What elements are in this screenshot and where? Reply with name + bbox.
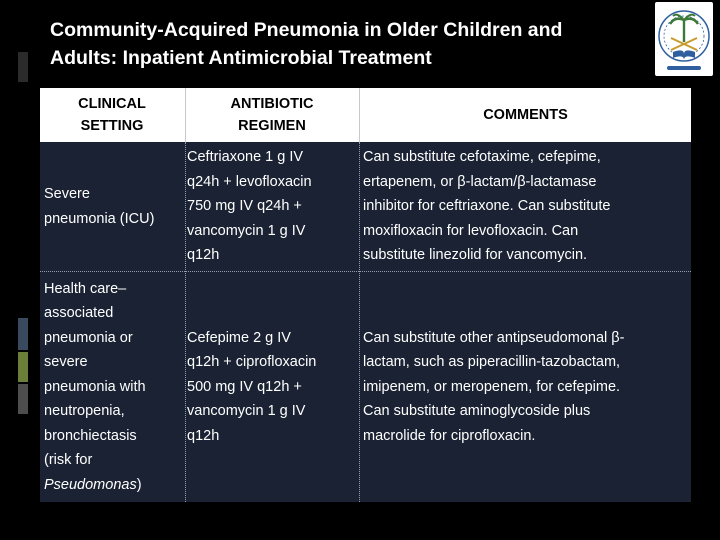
cell-line: 750 mg IV q24h +: [187, 198, 302, 215]
header-text: SETTING: [80, 118, 144, 134]
cell-line: neutropenia,: [44, 403, 125, 420]
cell-line: Can substitute aminoglycoside plus: [363, 403, 591, 420]
cell-line: Cefepime 2 g IV: [187, 329, 291, 346]
cell-line: bronchiectasis: [44, 427, 137, 444]
column-divider: [185, 142, 186, 502]
table-header-row: [40, 88, 691, 142]
cell-line-suffix: ): [136, 476, 142, 493]
university-crest-icon: [655, 2, 713, 76]
header-text: COMMENTS: [483, 107, 568, 123]
accent-bar: [18, 352, 28, 382]
slide-title-line: Adults: Inpatient Antimicrobial Treatment: [50, 47, 432, 69]
header-text: CLINICAL: [78, 96, 146, 112]
cell-line: Health care–: [44, 280, 127, 297]
cell-line: pneumonia with: [44, 378, 146, 395]
column-divider: [185, 88, 186, 142]
cell-line: q12h + ciprofloxacin: [187, 354, 317, 371]
cell-line: vancomycin 1 g IV: [187, 222, 306, 239]
cell-line: [44, 473, 184, 498]
cell-line: moxifloxacin for levofloxacin. Can: [363, 222, 579, 239]
cell-line: 500 mg IV q12h +: [187, 378, 302, 395]
cell-line: pneumonia or: [44, 329, 133, 346]
cell-line: q12h: [187, 247, 220, 264]
cell-line: severe: [44, 354, 88, 371]
cell-line: Severe: [44, 186, 90, 202]
cell-line: substitute linezolid for vancomycin.: [363, 247, 588, 264]
table-cell-clinical-setting: [44, 142, 184, 271]
cell-line: inhibitor for ceftriaxone. Can substitute: [363, 198, 611, 215]
accent-bar: [18, 384, 28, 414]
header-antibiotic-regimen: [186, 88, 358, 142]
table-cell-comments: [363, 142, 689, 271]
cell-line: pneumonia (ICU): [44, 210, 155, 227]
accent-bar: [18, 318, 28, 350]
table-cell-antibiotic-regimen: [187, 142, 357, 271]
table-cell-antibiotic-regimen: [187, 272, 357, 502]
cell-line: ertapenem, or β-lactam/β-lactamase: [363, 173, 597, 190]
cell-line: lactam, such as piperacillin-tazobactam,: [363, 354, 621, 371]
table-cell-clinical-setting: [44, 272, 184, 502]
cell-line: vancomycin 1 g IV: [187, 403, 306, 420]
cell-line: Ceftriaxone 1 g IV: [187, 149, 304, 166]
header-clinical-setting: [40, 88, 184, 142]
slide-title: [50, 16, 650, 72]
pathogen-name: Pseudomonas: [44, 476, 137, 493]
header-text: ANTIBIOTIC: [230, 96, 314, 112]
cell-line: macrolide for ciprofloxacin.: [363, 427, 536, 444]
table-cell-comments: [363, 272, 689, 502]
column-divider: [359, 88, 360, 142]
column-divider: [359, 142, 360, 502]
cell-line: imipenem, or meropenem, for cefepime.: [363, 378, 621, 395]
accent-bar: [18, 52, 28, 82]
treatment-table: [40, 88, 691, 502]
cell-line: q12h: [187, 427, 220, 444]
header-text: REGIMEN: [238, 118, 306, 134]
cell-line: q24h + levofloxacin: [187, 173, 312, 190]
header-comments: [360, 88, 691, 142]
slide-title-line: Community-Acquired Pneumonia in Older Children and: [50, 19, 563, 41]
cell-line: (risk for: [44, 452, 93, 469]
cell-line: Can substitute cefotaxime, cefepime,: [363, 149, 601, 166]
cell-line: associated: [44, 305, 114, 322]
cell-line: Can substitute other antipseudomonal β-: [363, 329, 625, 346]
